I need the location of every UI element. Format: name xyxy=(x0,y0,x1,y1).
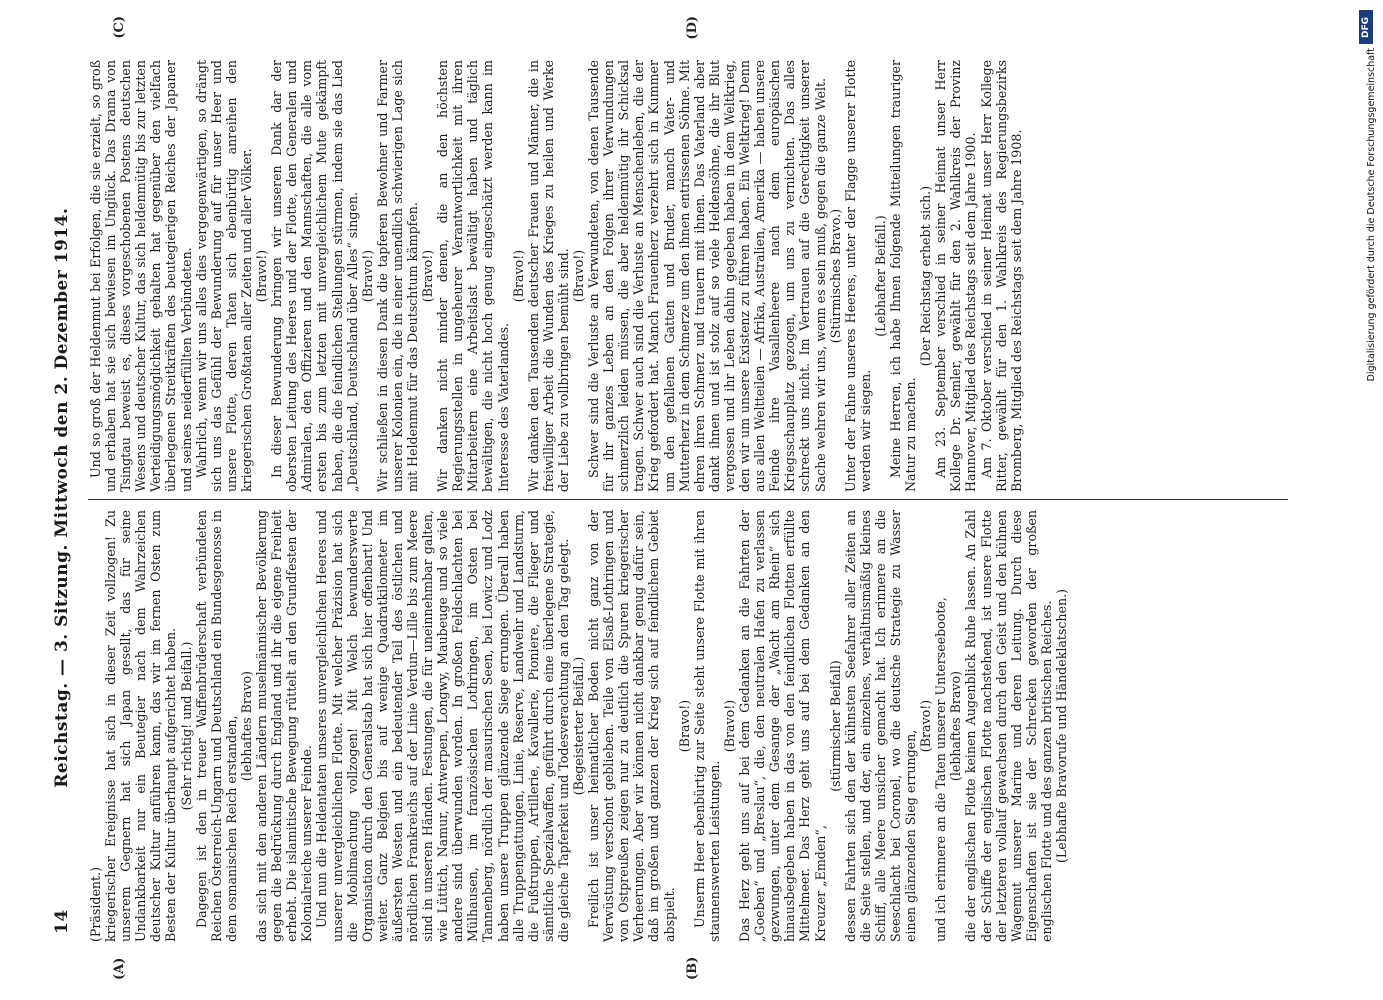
paragraph: die der englischen Flotte keinen Augenblick Ruhe lassen. An Zahl der Schiffe der englischen Flotte nachstehend, ist unsere Flotte der letzteren vollauf gewachsen durch den Geist und den kühnen Wagemut unserer Marine und deren Leitung. Durch diese Eigenschaften ist sie der Schrecken geworden der großen englischen Flotte und des ganzen britischen Reiches. xyxy=(963,510,1054,942)
paragraph: Wir danken nicht minder denen, die an den höchsten Regierungsstellen in ungeheurer Verantwortlichkeit mit ihren Mitarbeitern eine Arbeitslast bewältigt haben und täglich bewältigen, die nicht hoch genug eingeschätzt werden kann im Interesse des Vaterlandes. xyxy=(435,60,511,492)
paragraph: Unserm Heer ebenbürtig zur Seite steht unsere Flotte mit ihren staunenswerten Leistungen. xyxy=(691,510,722,942)
interjection: (Sehr richtig! und Beifall.) xyxy=(178,641,194,811)
interjection: (lebhaftes Bravo) xyxy=(238,670,254,782)
interjection: (Bravo!) xyxy=(721,699,737,753)
interjection: (stürmischer Beifall) xyxy=(827,660,843,792)
left-column xyxy=(88,510,1069,942)
digitization-credit: Digitalisierung gefördert durch die Deutsche Forschungsgemeinschaft xyxy=(1366,48,1377,382)
page-number: 14 xyxy=(52,909,72,934)
paragraph: Dagegen ist den in treuer Waffenbrüderschaft verbündeten Reichen Österreich-Ungarn und Deutschland ein Bundesgenosse in dem osmanischen Reich erstanden, xyxy=(193,510,239,942)
dfg-logo: DFG xyxy=(1359,10,1373,44)
paragraph: Das Herz geht uns auf bei dem Gedanken an die Fahrten der „Goeben“ und „Breslau“, die, den neutralen Hafen zu verlassen gezwungen, unter dem Gesange der „Wacht am Rhein“ sich hinausbegeben haben in das von den feindlichen Flotten erfüllte Mittelmeer. Das Herz geht uns auf bei dem Gedanken an den Kreuzer „Emden“, xyxy=(737,510,828,942)
paragraph: (Präsident.) xyxy=(88,866,103,942)
interjection: (Lebhafte Bravorufe und Händeklatschen.) xyxy=(1054,588,1069,864)
paragraph: dessen Fahrten sich den der kühnsten Seefahrer aller Zeiten an die Seite stellen, und der, ein einzelnes, verhältnismäßig kleines Schiff, alle Meere unsicher gemacht hat. Ich erinnere an die Seeschlacht bei Coronel, wo die deutsche Strategie zu Wasser einen glänzenden Sieg errungen, xyxy=(842,510,919,942)
interjection: (Begeisterter Beifall.) xyxy=(571,656,586,796)
interjection: (Bravo!) xyxy=(254,249,270,303)
interjection: (Bravo!) xyxy=(918,699,934,753)
paragraph: kriegerischer Ereignisse hat sich in dieser Zeit vollzogen! Zu unserem Gegnern hat sich Japan gesellt, das für seine Undankbarkeit nur ein Beutegier nach dem Wahrzeichen deutscher Kultur anführen kann, das wir im fernen Osten zum Besten der Kultur überhaupt aufgerichtet haben. xyxy=(103,510,179,942)
text-columns xyxy=(88,58,1069,942)
column-divider xyxy=(88,499,1288,500)
interjection: (Bravo!) xyxy=(571,249,586,303)
paragraph: Unter der Fahne unseres Heeres, unter der Flagge unserer Flotte werden wir siegen. xyxy=(842,60,873,492)
page-title: Reichstag. — 3. Sitzung. Mittwoch den 2. Dezember 1914. xyxy=(52,207,72,788)
paragraph: Am 7. Oktober verschied in seiner Heimat unser Herr Kollege Ritter, gewählt für den 1. Wahlkreis des Regierungsbezirks Bromberg, Mitglied des Reichstags seit dem Jahre 1908. xyxy=(978,60,1024,492)
margin-marker-b: (B) xyxy=(685,956,700,980)
paragraph: das sich mit den anderen Ländern muselmännischer Bevölkerung gegen die Bedrückung durch England und ihr die eigene Freiheit erhebt. Die islamitische Bewegung rüttelt an den Grundfesten der Kolonialreiche unserer Feinde. xyxy=(254,510,315,942)
interjection: (Stürmisches Bravo.) xyxy=(827,208,843,344)
margin-marker-c: (C) xyxy=(112,16,127,39)
margin-marker-a: (A) xyxy=(112,957,127,980)
paragraph: In dieser Bewunderung bringen wir unseren Dank dar der obersten Leitung des Heeres und der Flotte, den Generalen und Admiralen, den Offizieren und den Mannschaften, die alle vom ersten bis zum letzten mit unvergleichlichem Mute gekämpft haben, die die feindlichen Stellungen stürmen, indem sie das Lied „Deutschland, Deutschland über Alles“ singen. xyxy=(269,60,360,492)
margin-marker-d: (D) xyxy=(685,16,700,40)
interjection: (Bravo!) xyxy=(510,249,526,303)
interjection: (Bravo!) xyxy=(359,249,375,303)
interjection: (Lebhafter Beifall.) xyxy=(872,215,888,337)
paragraph: Freilich ist unser heimatlicher Boden nicht ganz von der Verwüstung verschont geblieben. Teile von Elsaß-Lothringen und von Ostpreußen zeigen nur zu deutlich die Spuren kriegerischer Verheerungen. Aber wir können nicht dankbar genug dafür sein, daß im großen und ganzen der Krieg sich auf feindlichem Gebiet abspielt. xyxy=(586,510,677,942)
interjection: (Bravo!) xyxy=(676,699,692,753)
paragraph: Schwer sind die Verluste an Verwundeten, von denen Tausende für ihr ganzes Leben an den Folgen ihrer Verwundungen schmerzlich leiden müssen, die aber heldenmütig ihr Schicksal tragen. Schwer auch sind die Verluste an Menschenleben, die der Krieg gefordert hat. Manch Frauenherz verzehrt sich in Kummer um den gefallenen Gatten und Bruder, manch Vater- und Mutterherz in dem Schmerze um den ihnen entrissenen Söhne. Mit ehren ihren Schmerz und trauern mit ihnen. Das Vaterland aber dankt ihnen und ist stolz auf so viele Heldensöhne, die ihr Blut vergossen und ihr Leben dahin gegeben haben in dem Weltkrieg, den wir um unsere Existenz zu führen haben. Ein Weltkrieg! Denn aus allen Weltteilen — Afrika, Australien, Amerika — haben unsere Feinde ihre Vasallenheere nach dem europäischen Kriegsschauplatz gezogen, um uns zu vernichten. Das alles schreckt uns nicht. Im Vertrauen auf die Gerechtigkeit unserer Sache wehren wir uns, wenn es sein muß, gegen die ganze Welt. xyxy=(586,60,828,492)
paragraph: Wahrlich, wenn wir uns alles dies vergegenwärtigen, so drängt sich uns das Gefühl der Bewunderung auf für unser Heer und unsere Flotte, deren Taten sich ebenbürtig anreihen den kriegerischen Großtaten aller Zeiten und aller Völker. xyxy=(193,60,254,492)
right-column xyxy=(88,60,1069,492)
paragraph: Meine Herren, ich habe Ihnen folgende Mitteilungen trauriger Natur zu machen. xyxy=(887,60,919,492)
interjection: (Der Reichstag erhebt sich.) xyxy=(918,185,934,367)
interjection: (Bravo!) xyxy=(420,249,436,303)
paragraph: Und nun die Heldentaten unseres unvergleichlichen Heeres und unserer unvergleichlichen Flotte. Mit welcher Präzision hat sich die Mobilmachung vollzogen! Mit Welch bewunderswerte Organisation durch den Generalstab hat sich hier offenbart! Und weiter. Ganz Belgien bis auf wenige Quadratkilometer im äußersten Westen und ein bedeutender Teil des östlichen und nördlichen Frankreichs auf der Linie Verdun—Lille bis zum Meere sind in unseren Händen. Festungen, die für uneinnehmbar galten, wie Lüttich, Namur, Antwerpen, Longwy, Maubeuge und so viele andere sind überwunden worden. In großen Feldschlachten bei Mülhausen, im französischen Lothringen, im Osten bei Tannenberg, nördlich der masurischen Seen, bei Lowicz und Lodz haben unsere Truppen glänzende Siege errungen. Überall haben alle Truppengattungen, Linie, Reserve, Landwehr und Landsturm, die Fußtruppen, Artillerie, Kavallerie, Pioniere, die Flieger und sämtliche Spezialwaffen, geführt durch eine überlegene Strategie, die gleiche Tapferkeit und Todesverachtung an den Tag gelegt. xyxy=(314,510,571,942)
paragraph: Und so groß der Heldenmut bei Erfolgen, die sie erzielt, so groß und erhaben hat sie sich bewiesen im Unglück. Das Drama von Tsingtau beweist es, dieses vorgeschobenen Postens deutschen Wesens und deutscher Kultur, das sich heldenmütig bis zur letzten Verteidigungsmöglichkeit gehalten hat gegenüber den vielfach überlegenen Streitkräften des beutegierigen Reiches der Japaner und seines neiderfüllten Verbündeten. xyxy=(88,60,194,492)
interjection: (lebhaftes Bravo) xyxy=(948,670,964,782)
paragraph: Wir danken den Tausenden deutscher Frauen und Männer, die in freiwilliger Arbeit die Wunden des Krieges zu heilen und Werke der Liebe zu vollbringen bemüht sind. xyxy=(525,60,571,492)
page-header xyxy=(52,58,82,942)
paragraph: Am 23. September verschied in seiner Heimat unser Herr Kollege Dr. Semler, gewählt für den 2. Wahlkreis der Provinz Hannover, Mitglied des Reichstags seit dem Jahre 1900. xyxy=(933,60,979,492)
paragraph: Wir schließen in diesen Dank die tapferen Bewohner und Farmer unserer Kolonien ein, die in einer unendlich schwierigen Lage sich mit Heldenmut für das Deutschtum kämpfen. xyxy=(374,60,420,492)
paragraph: und ich erinnere an die Taten unserer Unterseeboote, xyxy=(933,597,949,942)
